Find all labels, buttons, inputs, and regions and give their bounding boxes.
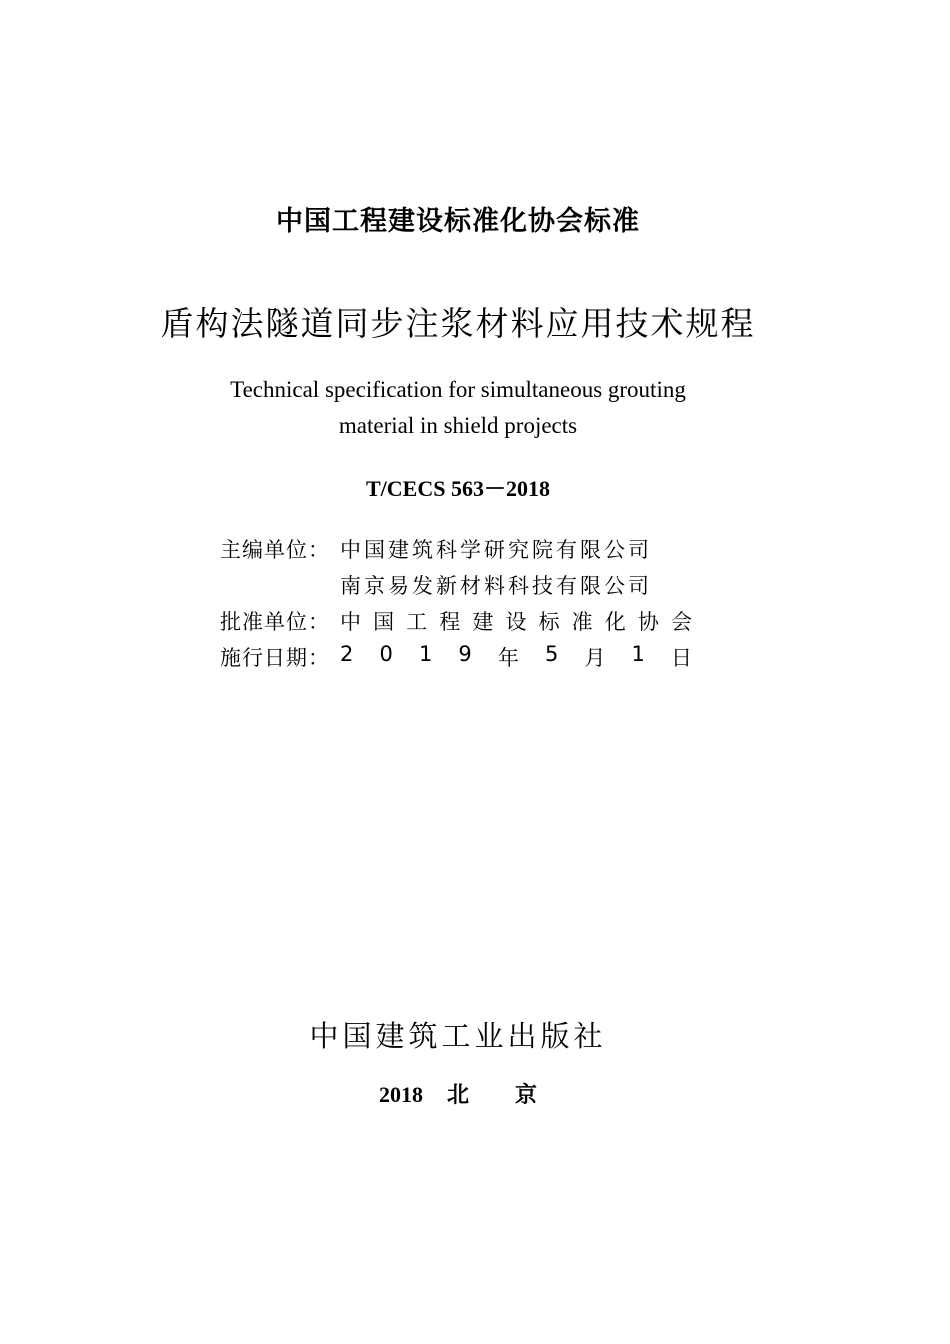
title-english-line-1: Technical specification for simultaneous grouting	[230, 377, 686, 402]
publication-year: 2018	[378, 1082, 423, 1107]
chief-editor-1: 中国建筑科学研究院有限公司	[340, 538, 652, 562]
approval-char: 准	[571, 610, 593, 634]
standard-number: T/CECS 563－2018	[366, 476, 550, 501]
approval-char: 化	[604, 610, 626, 634]
chief-editor-2: 南京易发新材料科技有限公司	[340, 574, 652, 598]
effective-date-label: 施行日期：	[220, 646, 330, 670]
effective-date-char: 月	[584, 646, 606, 670]
approval-unit	[340, 606, 692, 636]
publication-city-char-2: 京	[515, 1083, 538, 1108]
effective-date-char: 日	[671, 646, 692, 670]
publisher-name: 中国建筑工业出版社	[309, 1019, 607, 1053]
effective-date-char: 1	[631, 642, 645, 666]
association-standard-heading: 中国工程建设标准化协会标准	[276, 206, 640, 237]
effective-date-char: 2	[340, 642, 354, 666]
effective-date-char: 9	[458, 642, 472, 666]
effective-date-char: 5	[544, 642, 559, 666]
approval-char: 设	[505, 610, 527, 634]
chief-editor-label: 主编单位：	[220, 538, 330, 562]
approval-char: 程	[439, 610, 461, 634]
title-english-line-2: material in shield projects	[338, 413, 578, 438]
effective-date-char: 0	[379, 642, 393, 666]
effective-date	[340, 642, 692, 672]
title-english	[0, 372, 916, 444]
approval-char: 国	[373, 610, 395, 634]
approval-char: 中	[340, 610, 361, 634]
approval-char: 会	[670, 610, 692, 634]
publication-place	[0, 1078, 916, 1109]
approval-char: 标	[538, 610, 560, 634]
title-chinese: 盾构法隧道同步注浆材料应用技术规程	[160, 304, 756, 343]
approval-label: 批准单位：	[220, 610, 330, 634]
effective-date-char: 1	[418, 642, 433, 666]
approval-char: 建	[472, 610, 494, 634]
approval-char: 工	[406, 610, 428, 634]
publication-city-char-1: 北	[446, 1083, 469, 1108]
approval-char: 协	[637, 610, 659, 634]
effective-date-char: 年	[497, 646, 519, 670]
